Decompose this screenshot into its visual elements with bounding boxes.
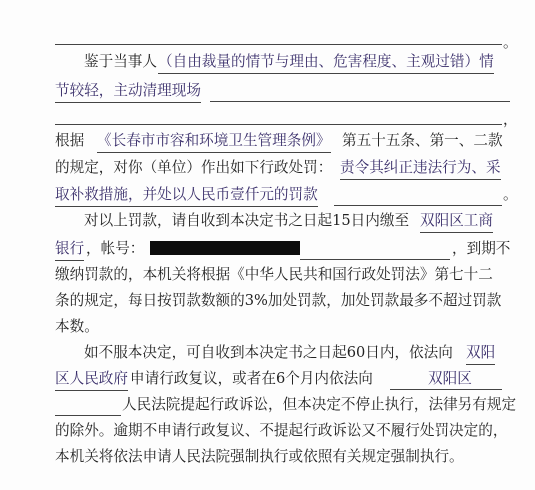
p3-text-line4: 条的规定，每日按罚款数额的3%加处罚款，加处罚款最多不超过罚款 [55, 292, 502, 309]
p3-account-label: ，帐号： [86, 240, 145, 257]
p2-line2 [0, 157, 535, 179]
redacted-account-number [150, 241, 300, 255]
p4-lead: 如不服本决定，可自收到本决定书之日起60日内，依法向 [84, 344, 453, 361]
p4-line4 [0, 420, 535, 442]
p4-line2 [0, 368, 535, 390]
blank-rule-top [55, 44, 502, 45]
p4-gov-line1: 双阳 [466, 342, 495, 365]
p1-reason-line1: （自由裁量的情节与理由、危害程度、主观过错）情 [158, 51, 494, 74]
p3-tail: ，到期不 [452, 240, 511, 257]
p3-line2 [0, 238, 535, 260]
p2-lead: 根据 [55, 132, 85, 149]
p2-end: 。 [503, 186, 518, 203]
p2-penalty-line1: 责令其纠正违法行为、采 [340, 157, 501, 180]
p1-blank-rule [55, 124, 502, 125]
p2-line3 [0, 184, 535, 206]
p2-article: 第五十五条、第一、二款 [342, 132, 503, 149]
p3-text-line5: 本数。 [55, 318, 99, 335]
top-line-period: 。 [503, 34, 518, 51]
p4-line3-rule [55, 415, 121, 416]
p1-line1 [0, 51, 535, 73]
p4-mid: 申请行政复议，或者在6个月内依法向 [130, 370, 373, 387]
p3-bank-line2: 银行 [55, 238, 84, 261]
p2-penalty-line2: 取补救措施，并处以人民币壹仟元的罚款 [55, 184, 318, 207]
p3-lead: 对以上罚款，请自收到本决定书之日起15日内缴至 [84, 212, 410, 229]
p3-line1 [0, 210, 535, 232]
p1-line2 [0, 80, 535, 102]
p2-line3-rule [334, 205, 502, 206]
p3-text-line3: 缴纳罚款的，本机关将根据《中华人民共和国行政处罚法》第七十二 [55, 266, 493, 283]
p1-line2-rule [210, 101, 510, 102]
p3-bank-line1: 双阳区工商 [420, 210, 493, 233]
p2-line1 [0, 130, 535, 152]
p4-text-line4: 的除外。逾期不申请行政复议、不提起行政诉讼又不履行处罚决定的， [55, 422, 508, 439]
p4-line3 [0, 394, 535, 416]
p2-mid: 的规定，对你（单位）作出如下行政处罚： [55, 159, 333, 176]
p4-line1 [0, 342, 535, 364]
p2-law-name: 《长春市市容和环境卫生管理条例》 [97, 130, 331, 153]
p3-line3 [0, 264, 535, 286]
p4-text-line5: 本机关将依法申请人民法院强制执行或依照有关规定强制执行。 [55, 448, 464, 465]
p3-line4 [0, 290, 535, 312]
p3-account-rule [300, 259, 450, 260]
p3-line5 [0, 316, 535, 338]
p4-text-line3: 人民法院提起行政诉讼，但本决定不停止执行，法律另有规定 [122, 396, 517, 413]
p4-gov-line2: 区人民政府 [55, 368, 128, 391]
p1-reason-line2: 节较轻，主动清理现场 [55, 80, 201, 103]
p4-line5 [0, 446, 535, 468]
p1-comma: ， [503, 111, 518, 128]
p1-lead: 鉴于当事人 [84, 53, 157, 70]
p4-court: 双阳区 [428, 370, 472, 387]
